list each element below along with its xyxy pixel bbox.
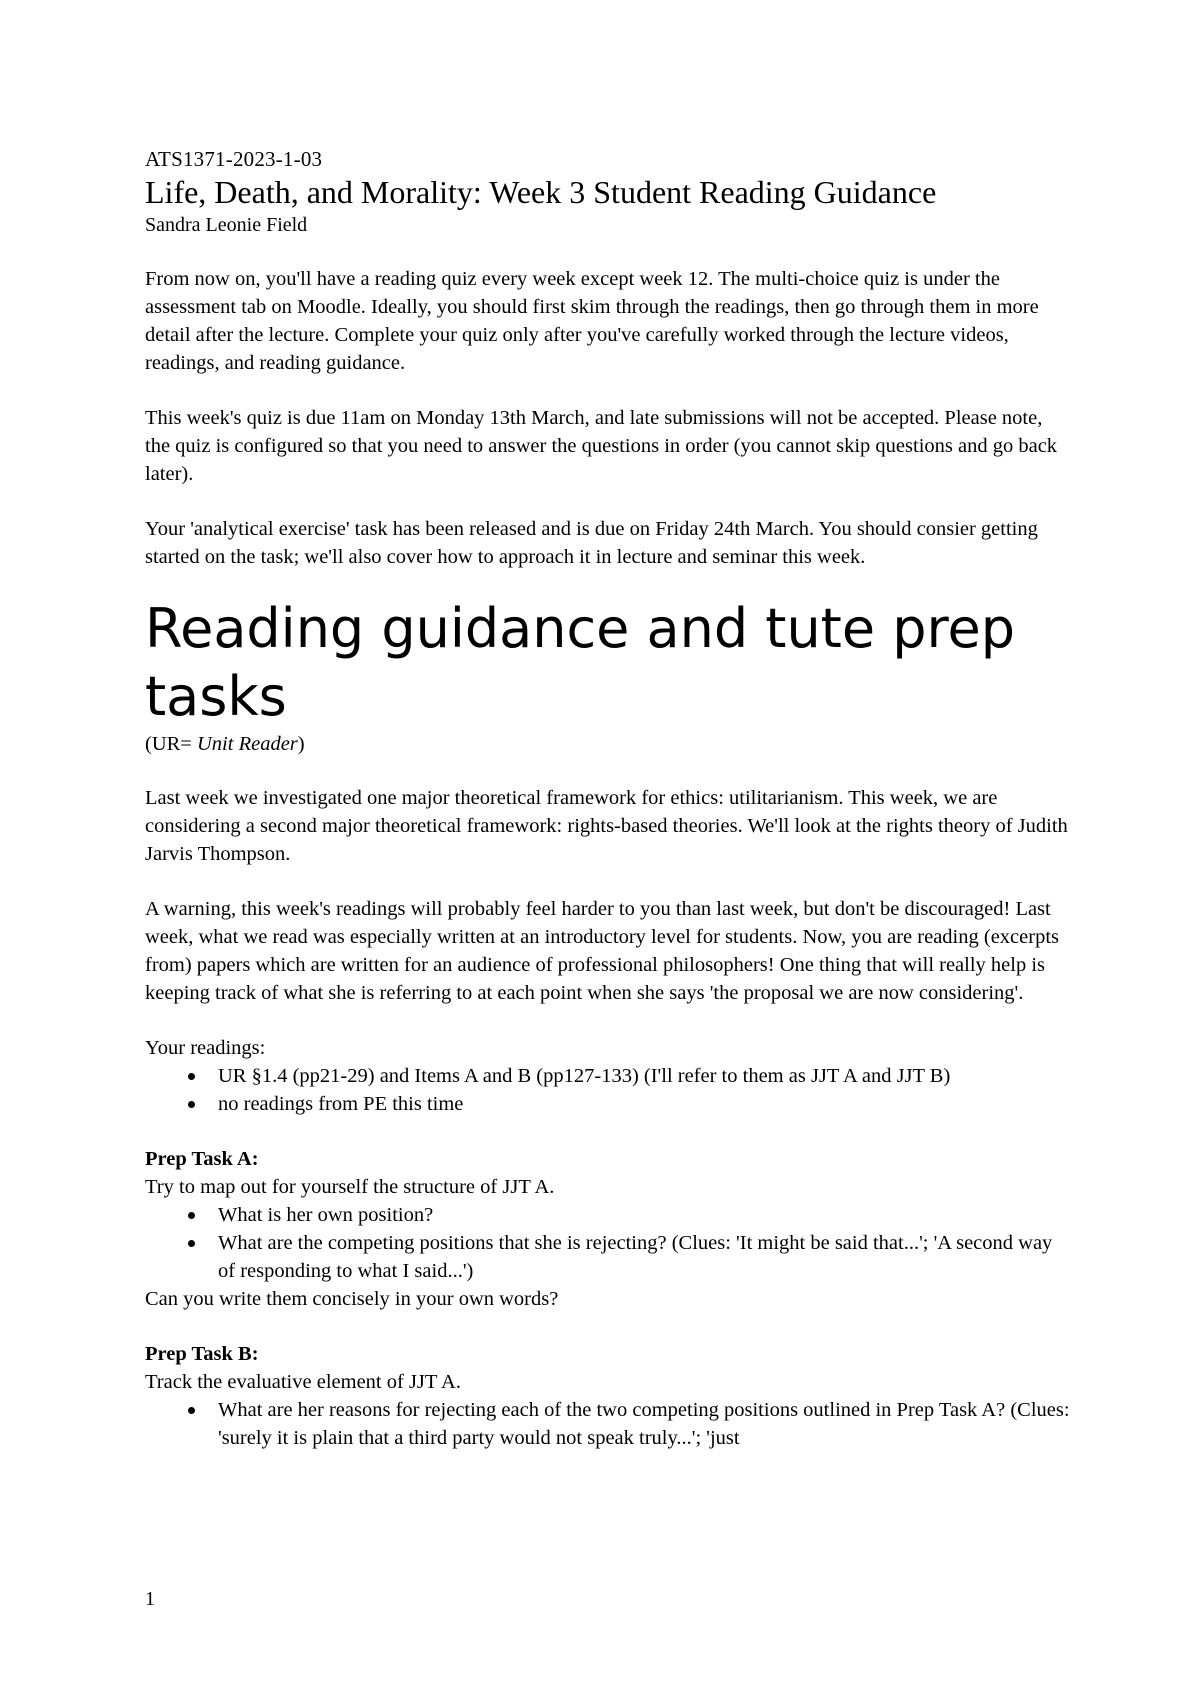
bullet-icon — [188, 1101, 195, 1108]
list-item — [218, 1229, 1070, 1285]
page-content — [145, 146, 1070, 1452]
course-code: ATS1371-2023-1-03 — [145, 147, 323, 171]
unit-reader-note — [145, 731, 1070, 757]
intro-paragraph-quiz: From now on, you'll have a reading quiz every week except week 12. The multi-choice quiz is under the assessment tab on Moodle. Ideally, you should first skim through the readings, then go through them in more detail after the lecture. Complete your quiz only after you've carefully worked through the lecture videos, readings, and reading guidance. — [145, 268, 1039, 374]
list-item-text: no readings from PE this time — [218, 1093, 464, 1115]
list-item — [218, 1396, 1070, 1452]
page-number: 1 — [145, 1588, 155, 1610]
document-author: Sandra Leonie Field — [145, 214, 308, 236]
section-paragraph-frameworks: Last week we investigated one major theoretical framework for ethics: utilitarianism. This week, we are considering a second major theoretical framework: rights-based theories. We'll look at the rights theory of Judith Jarvis Thompson. — [145, 787, 1068, 865]
list-item — [218, 1062, 1070, 1090]
ur-note-prefix: (UR= — [145, 733, 197, 755]
bullet-icon — [188, 1407, 195, 1414]
bullet-icon — [188, 1240, 195, 1247]
ur-note-suffix: ) — [297, 733, 305, 755]
prep-task-a-outro: Can you write them concisely in your own words? — [145, 1288, 559, 1310]
section-paragraph-warning: A warning, this week's readings will probably feel harder to you than last week, but don't be discouraged! Last week, what we read was especially written at an introductory level for students. Now, you are reading (excerpts from) papers which are written for an audience of professional philosophers! One thing that will really help is keeping track of what she is referring to at each point when she says 'the proposal we are now considering'. — [145, 898, 1060, 1004]
document-title: Life, Death, and Morality: Week 3 Student Reading Guidance — [145, 174, 937, 210]
bullet-icon — [188, 1073, 195, 1080]
section-heading: Reading guidance and tute prep tasks — [145, 597, 1016, 728]
prep-task-b-intro: Track the evaluative element of JJT A. — [145, 1371, 461, 1393]
intro-paragraph-due-date: This week's quiz is due 11am on Monday 13th March, and late submissions will not be accepted. Please note, the quiz is configured so that you need to answer the questions in order (you cannot skip questions and go back later). — [145, 407, 1058, 485]
prep-task-a-list — [145, 1201, 1070, 1285]
list-item — [218, 1201, 1070, 1229]
intro-paragraph-analytical-exercise: Your 'analytical exercise' task has been released and is due on Friday 24th March. You should consier getting started on the task; we'll also cover how to approach it in lecture and seminar this week. — [145, 518, 1038, 568]
prep-task-b-title: Prep Task B: — [145, 1343, 259, 1365]
list-item-text: What is her own position? — [218, 1204, 434, 1226]
readings-label: Your readings: — [145, 1037, 266, 1059]
list-item-text: UR §1.4 (pp21-29) and Items A and B (pp127-133) (I'll refer to them as JJT A and JJT B) — [218, 1065, 951, 1087]
prep-task-a-intro: Try to map out for yourself the structure of JJT A. — [145, 1176, 555, 1198]
bullet-icon — [188, 1212, 195, 1219]
list-item-text: What are her reasons for rejecting each of the two competing positions outlined in Prep Task A? (Clues: 'surely it is plain that a third party would not speak truly...'; 'just — [218, 1399, 1070, 1449]
list-item-text: What are the competing positions that she is rejecting? (Clues: 'It might be said that...'; 'A second way of responding to what I said...') — [218, 1232, 1053, 1282]
list-item — [218, 1090, 1070, 1118]
prep-task-a-title: Prep Task A: — [145, 1148, 259, 1170]
prep-task-b-list — [145, 1396, 1070, 1452]
ur-note-italic: Unit Reader — [197, 733, 298, 755]
readings-list — [145, 1062, 1070, 1118]
